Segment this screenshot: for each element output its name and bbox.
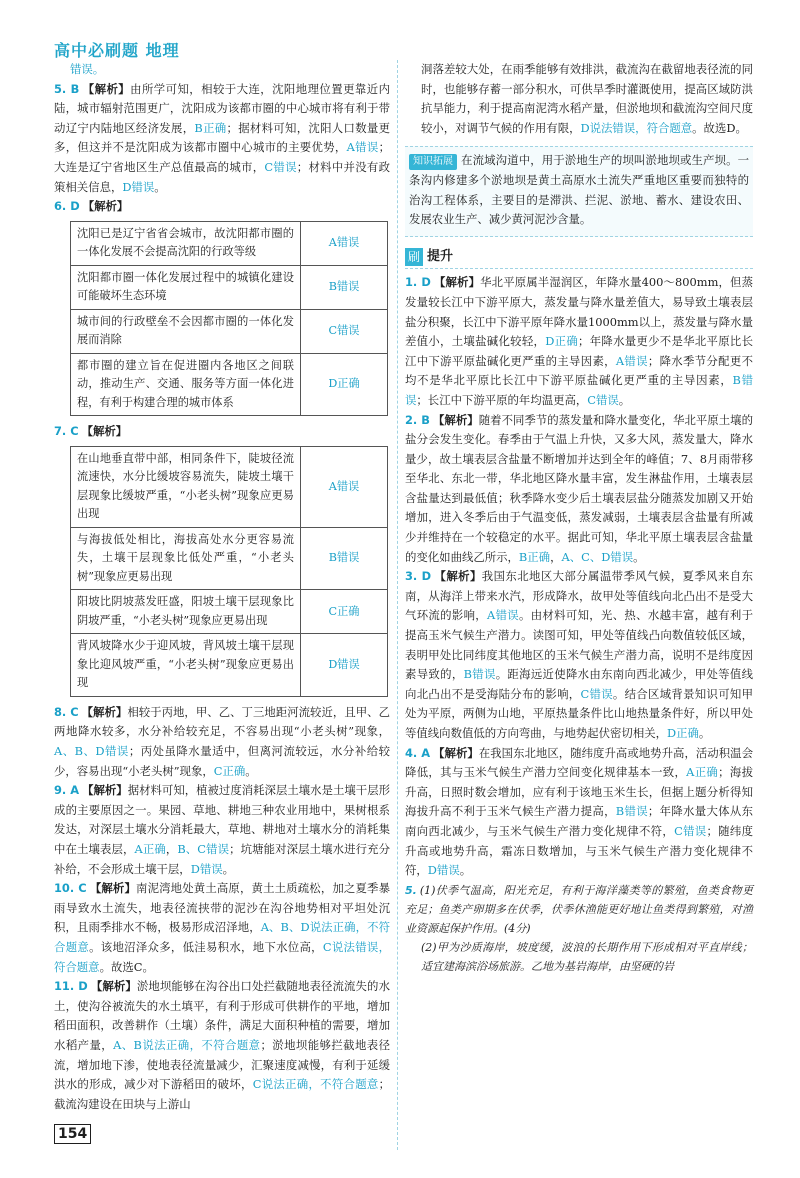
left-column xyxy=(54,60,390,1114)
table-row: 阳坡比阴坡蒸发旺盛，阳坡土壤干层现象比阴坡严重，“小老头树”现象应更易出现 C正确 xyxy=(71,590,388,634)
question-5: 5. B 【解析】由所学可知，相较于大连，沈阳地理位置更靠近内陆，城市辐射范围更广，沈阳成为该都市圈的中心城市将有利于带动辽宁内陆地区经济发展，B正确；据材料可知，沈阳人口数量更多，但这并不是沈阳成为该都市圈中心城市的主要优势，A错误；大连是辽宁省地区生产总值最高的城市，C错误；材料中并没有政策相关信息，D错误。 xyxy=(54,81,390,194)
question-4: 4. A 【解析】在我国东北地区，随纬度升高或地势升高，活动积温会降低，其与玉米气候生产潜力空间变化规律基本一致，A正确；海拔升高，日照时数会增加，应有利于该地玉米生长，但据上题分析得知海拔升高不利于玉米气候生产潜力提高，B错误；年降水量大体从东南向西北减少，与玉米气候生产潜力变化规律不符，C错误；随纬度升高或地势升高，霜冻日数增加，与玉米气候生产潜力变化规律不符，D错误。 xyxy=(405,745,753,878)
table-row: 城市间的行政壁垒不会因都市圈的一体化发展而消除 C错误 xyxy=(71,309,388,353)
knowledge-extension-box xyxy=(405,146,753,236)
question-10: 10. C 【解析】南泥湾地处黄土高原，黄土土质疏松，加之夏季暴雨导致水土流失，地表径流挟带的泥沙在沟谷地势相对平坦处沉积，且雨季排水不畅，极易形成沼泽地，A、B、D说法正确，不符合题意。该地沼泽众多，低洼易积水，地下水位高，C说法错误，符合题意。故选C。 xyxy=(54,881,390,974)
q7-analysis-table xyxy=(70,446,388,697)
table-row: 背风坡降水少于迎风坡，背风坡土壤干层现象比迎风坡严重，“小老头树”现象应更易出现 D错误 xyxy=(71,634,388,697)
q5-number: 5. B xyxy=(54,81,80,96)
question-7: 7. C 【解析】 xyxy=(54,424,128,439)
question-2: 2. B 【解析】随着不同季节的蒸发量和降水量变化，华北平原土壤的盐分会发生变化。春季由于气温上升快，又多大风，蒸发量大，降水量少，故土壤表层含盐量不断增加并达到全年的峰值；7、8月雨带移至华北、东北一带，华北地区降水量丰富，发生淋盐作用，土壤表层含盐量达到最低值；秋季降水变少后土壤表层盐分随蒸发加剧又开始增加，进入冬季后由于气温变低，蒸发减弱，土壤表层含盐量有所减少并维持在一个较稳定的水平。据此可知，华北平原土壤表层含盐量的变化如曲线乙所示，B正确，A、C、D错误。 xyxy=(405,412,753,564)
question-9: 9. A 【解析】据材料可知，植被过度消耗深层土壤水是土壤干层形成的主要原因之一。果园、草地、耕地三种农业用地中，果树根系发达，对深层土壤水分消耗最大，草地、耕地对土壤水分的消耗集中在土壤表层，A正确，B、C错误；坑塘能对深层土壤水进行充分补给，不会形成土壤干层，D错误。 xyxy=(54,783,390,876)
q6-analysis-table xyxy=(70,221,388,417)
right-column xyxy=(405,60,753,976)
question-11: 11. D 【解析】淤地坝能够在沟谷出口处拦截随地表径流流失的水土，使沟谷被流失的水土填平，有利于形成可供耕作的平地，增加稻田面积，改善耕作（土壤）条件，满足大面积种植的需要，增加水稻产量，A、B说法正确，不符合题意；淤地坝能够拦截地表径流，增加地下渗，使地表径流量减少，汇聚速度减慢，有利于延缓洪水的形成，减少对下游稻田的破坏，C说法正确，不符合题意；截流沟建设在田块与上游山 xyxy=(54,979,390,1111)
page-number: 154 xyxy=(54,1124,91,1144)
q5-jiexi: 【解析】 xyxy=(82,81,131,96)
table-row: 在山地垂直带中部，相同条件下，陡坡径流流速快，水分比缓坡容易流失，陡坡土壤干层现象比缓坡严重，“小老头树”现象应更易出现 A错误 xyxy=(71,446,388,527)
question-5-answer: 5. (1)伏季气温高，阳光充足，有利于海洋藻类等的繁殖，鱼类食物更充足；鱼类产卵期多在伏季，伏季休渔能更好地让鱼类得到繁殖，对渔业资源起保护作用。(4分) xyxy=(405,883,753,935)
brush-icon: 刷 xyxy=(405,248,423,266)
question-3: 3. D 【解析】我国东北地区大部分属温带季风气候，夏季风来自东南，从海洋上带来水汽，形成降水，故甲处等值线向北凸出不是受大气环流的影响，A错误。由材料可知，光、热、水越丰富，越有利于提高玉米气候生产潜力。读图可知，甲处等值线凸向数值较低区域，表明甲处比同纬度其他地区的玉米气候生产潜力高，说明不是纬度因素导致的，B错误。距海远近使降水由东南向西北减少，甲处等值线向北凸出不是受海陆分布的影响，C错误。结合区域背景知识可知甲处为平原，两侧为山地，平原热量条件比山地热量条件好，所以甲处等值线向数值低的方向弯曲，与地势起伏密切相关，D正确。 xyxy=(405,569,753,740)
section-header-tisheng xyxy=(405,247,753,270)
question-1: 1. D 【解析】华北平原属半湿润区，年降水量400～800mm，但蒸发量较长江中下游平原大，蒸发量与降水量差值大，易导致土壤表层盐分积聚，长江中下游平原年降水量1000mm以上，蒸发量与降水量差值小，土壤盐碱化较轻，D正确；年降水量更少不是华北平原比长江中下游平原盐碱化更严重的主导因素，A错误；降水季节分配更不均不是华北平原比长江中下游平原盐碱化更严重的主导因素，B错误；长江中下游平原的年均温更高，C错误。 xyxy=(405,275,753,407)
section-title: 提升 xyxy=(427,248,454,264)
page-header-title: 高中必刷题 地理 xyxy=(54,41,180,60)
column-divider xyxy=(397,60,398,1150)
question-6: 6. D 【解析】 xyxy=(54,199,129,214)
table-row: 都市圈的建立旨在促进圈内各地区之间联动，推动生产、交通、服务等方面一体化进程，有利于构建合理的城市体系 D正确 xyxy=(71,353,388,416)
knowledge-extension-text: 在流域沟道中，用于淤地生产的坝叫淤地坝或生产坝。一条沟内修建多个淤地坝是黄土高原水土流失严重地区重要而独特的治沟工程体系，主要目的是滞洪、拦泥、淤地、蓄水、建设农田、发展农业生产、减少黄河泥沙含量。 xyxy=(409,153,749,227)
table-row: 沈阳已是辽宁省省会城市，故沈阳都市圈的一体化发展不会提高沈阳的行政等级 A错误 xyxy=(71,221,388,265)
question-5-answer-part2: (2)甲为沙质海岸，坡度缓，波浪的长期作用下形成相对平直岸线；适宜建海滨浴场旅游。乙地为基岩海岸，由坚硬的岩 xyxy=(421,940,753,973)
question-11-continued: 洞落差较大处，在雨季能够有效排洪，截流沟在截留地表径流的同时，也能够存蓄一部分积水，可供旱季时灌溉使用，提高区域防洪抗旱能力，利于提高南泥湾水稻产量，但淤地坝和截流沟空间尺度较小，对调节气候的作用有限，D说法错误，符合题意。故选D。 xyxy=(421,62,753,135)
table-row: 与海拔低处相比，海拔高处水分更容易流失，土壤干层现象比低处严重，“小老头树”现象应更易出现 B错误 xyxy=(71,527,388,590)
question-8: 8. C 【解析】相较于丙地，甲、乙、丁三地距河流较近，且甲、乙两地降水较多，水分补给较充足，不容易出现“小老头树”现象，A、B、D错误；丙处虽降水量适中，但离河流较远，水分补给较少，容易出现“小老头树”现象，C正确。 xyxy=(54,704,390,778)
top-wrong: 错误。 xyxy=(70,62,105,76)
knowledge-extension-tag: 知识拓展 xyxy=(409,154,457,170)
table-row: 沈阳都市圈一体化发展过程中的城镇化建设可能破坏生态环境 B错误 xyxy=(71,265,388,309)
